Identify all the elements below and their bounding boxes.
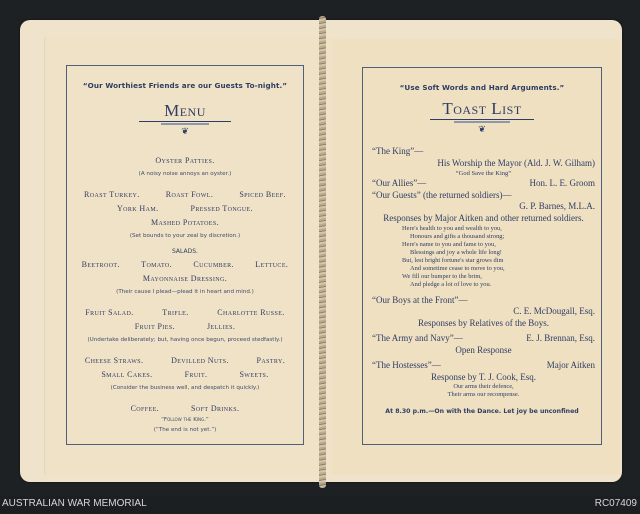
menu-item: Beetroot. (81, 260, 120, 269)
menu-row (67, 272, 303, 286)
menu-row (67, 258, 303, 272)
verse-line: Our arms their defence, (453, 383, 514, 390)
menu-item: Pastry. (256, 356, 286, 365)
menu-row (67, 216, 303, 230)
menu-item: York Ham. (116, 204, 159, 213)
menu-item: Trifle. (162, 308, 189, 317)
menu-item: Sweets. (239, 370, 269, 379)
poem-line: Blessings and joy a whole life long! (410, 248, 502, 256)
institution-caption: AUSTRALIAN WAR MEMORIAL (2, 498, 147, 509)
menu-row (67, 320, 303, 334)
toast-speaker: C. E. McDougall, Esq. (513, 306, 595, 316)
poem-line: And pledge a lot of love to you. (410, 280, 492, 288)
menu-row (67, 354, 303, 368)
poem-line: But, lest bright fortune's star grows dim (402, 256, 504, 264)
toast-name: “Our Guests” (the returned soldiers)— (372, 189, 512, 200)
toast-name: “Our Allies”— (372, 178, 427, 188)
divider (161, 123, 209, 125)
menu-item: Pressed Tongue. (190, 204, 254, 213)
poem-line: Here's health to you and wealth to you, (402, 224, 502, 232)
menu-list (67, 154, 303, 436)
toast-response: Response by T. J. Cook, Esq. (431, 371, 536, 382)
toast-speaker: Hon. L. E. Groom (529, 178, 595, 188)
toast-poem (402, 225, 595, 289)
menu-item: Tomato. (141, 260, 173, 269)
menu-item: Mayonnaise Dressing. (142, 274, 228, 283)
menu-row (67, 188, 303, 202)
menu-row (67, 402, 303, 416)
toast-response: “God Save the King” (455, 170, 512, 177)
monogram-ornament-icon: ❦ (181, 126, 189, 136)
menu-motto: “Our Worthiest Friends are our Guests To-night.” (82, 81, 288, 90)
toast-name: “The Hostesses”— (372, 360, 441, 370)
divider (454, 121, 510, 123)
menu-item: Fruit Salad. (85, 308, 134, 317)
toast-list (363, 146, 601, 399)
menu-item: Jellies. (206, 322, 236, 331)
toast-name: “Our Boys at the Front”— (372, 294, 468, 305)
menu-title: Menu (164, 101, 206, 120)
toast-response: Responses by Relatives of the Boys. (418, 317, 549, 328)
toast-frame (362, 67, 602, 445)
menu-item: Small Cakes. (101, 370, 153, 379)
toast-title: Toast List (442, 99, 522, 118)
menu-item: Lettuce. (255, 260, 289, 269)
divider (139, 121, 231, 122)
toast-speaker: E. J. Brennan, Esq. (526, 333, 595, 343)
menu-note: “Follow the King.” (161, 417, 209, 423)
toast-speaker: G. P. Barnes, M.L.A. (519, 201, 595, 211)
menu-note: (Undertake deliberately; but, having once begun, proceed stedfastly.) (87, 337, 283, 343)
menu-item: Cucumber. (193, 260, 234, 269)
closing-line: At 8.30 p.m.—On with the Dance. Let joy be unconfined (385, 408, 579, 415)
divider (430, 119, 534, 120)
toast-entry (372, 360, 595, 372)
poem-line: Here's name to you and fame to you, (402, 240, 496, 248)
menu-note: (“The end is not yet.”) (153, 427, 217, 433)
menu-row (67, 368, 303, 382)
toast-speaker: His Worship the Mayor (Ald. J. W. Gilham) (437, 157, 595, 168)
menu-item: Spiced Beef. (239, 190, 286, 199)
menu-item: Charlotte Russe. (217, 308, 285, 317)
menu-item: Mashed Potatoes. (150, 218, 220, 227)
accession-id: RC07409 (594, 498, 637, 509)
menu-frame (66, 65, 304, 445)
toast-entry (372, 333, 595, 345)
menu-item: Fruit. (184, 370, 208, 379)
menu-note: (Consider the business well, and despatch it quickly.) (110, 385, 260, 391)
menu-item: Oyster Patties. (155, 156, 215, 165)
menu-note: (A noisy noise annoys an oyster.) (138, 171, 232, 177)
menu-item: Roast Fowl. (165, 190, 214, 199)
menu-row (67, 306, 303, 320)
menu-item: Cheese Straws. (84, 356, 144, 365)
toast-name: “The Army and Navy”— (372, 333, 463, 343)
menu-heading: SALADS. (172, 248, 198, 255)
toast-entry (372, 178, 595, 190)
menu-note: (Set bounds to your zeal by discretion.) (129, 233, 241, 239)
poem-line: We fill our bumper to the brim, (402, 272, 482, 280)
verse-line: Their arms our recompense. (447, 391, 520, 398)
menu-note: (Their cause I plead—plead it in heart and mind.) (116, 289, 254, 295)
poem-line: And sometime cease to move to you, (410, 264, 505, 272)
menu-row (67, 154, 303, 168)
menu-item: Roast Turkey. (84, 190, 140, 199)
menu-item: Devilled Nuts. (171, 356, 229, 365)
toast-response: Responses by Major Aitken and other returned soldiers. (383, 212, 584, 223)
monogram-ornament-icon: ❦ (478, 124, 486, 134)
menu-row (67, 202, 303, 216)
poem-line: Honours and gifts a thousand strong; (410, 232, 505, 240)
toast-speaker: Major Aitken (546, 360, 595, 370)
toast-motto: “Use Soft Words and Hard Arguments.” (399, 83, 565, 92)
toast-name: “The King”— (372, 146, 424, 156)
menu-item: Coffee. (130, 404, 160, 413)
toast-response: Open Response (455, 344, 512, 355)
menu-item: Soft Drinks. (191, 404, 240, 413)
menu-item: Fruit Pies. (134, 322, 175, 331)
binding-cord (319, 16, 326, 488)
